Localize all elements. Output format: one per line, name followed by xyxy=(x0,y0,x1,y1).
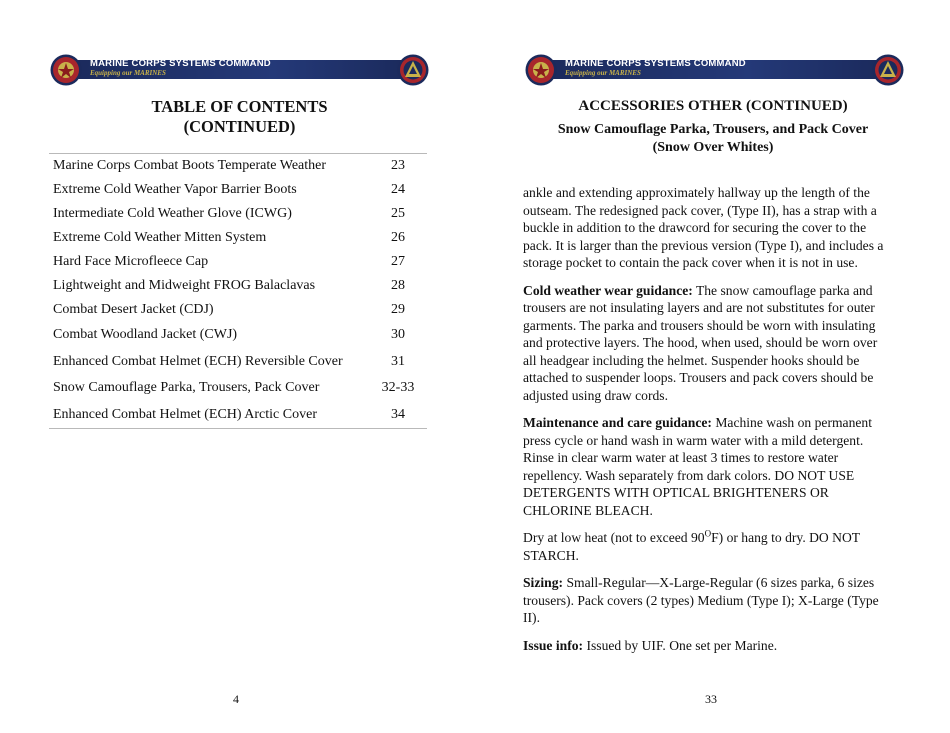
banner-subtitle: Equipping our MARINES xyxy=(565,69,641,77)
page-number: 33 xyxy=(705,692,717,706)
toc-title-line2: (CONTINUED) xyxy=(183,117,296,136)
systems-command-seal-icon xyxy=(872,54,904,86)
right-page xyxy=(475,0,950,733)
toc-entry-page: 34 xyxy=(391,406,405,422)
toc-entry-label: Snow Camouflage Parka, Trousers, Pack Cover xyxy=(53,380,320,396)
toc-entry-label: Extreme Cold Weather Mitten System xyxy=(53,230,267,245)
toc-entry-page: 31 xyxy=(391,353,405,369)
toc-entry-label: Extreme Cold Weather Vapor Barrier Boots xyxy=(53,182,297,197)
toc-row[interactable] xyxy=(49,274,427,298)
header-banner xyxy=(44,54,435,85)
toc-entry-page: 23 xyxy=(391,158,405,173)
toc-entry-page: 29 xyxy=(391,302,405,317)
toc-entry-page: 32-33 xyxy=(381,380,415,396)
header-banner xyxy=(519,54,910,85)
toc-row[interactable] xyxy=(49,402,427,429)
toc-row[interactable] xyxy=(49,298,427,322)
toc-entry-page: 26 xyxy=(391,230,405,245)
section-title: ACCESSORIES OTHER (CONTINUED) xyxy=(578,98,848,114)
toc-row[interactable] xyxy=(49,349,427,376)
cold-weather-label: Cold weather wear guidance: xyxy=(523,282,693,298)
toc-entry-label: Enhanced Combat Helmet (ECH) Arctic Cover xyxy=(53,406,317,422)
maintenance-paragraph xyxy=(523,414,893,519)
drying-paragraph xyxy=(523,529,893,564)
sizing-label: Sizing: xyxy=(523,575,564,590)
toc-title-line1: TABLE OF CONTENTS xyxy=(151,97,328,116)
toc-entry-page: 30 xyxy=(391,327,405,343)
toc-row[interactable] xyxy=(49,178,427,202)
toc-entry-label: Marine Corps Combat Boots Temperate Weather xyxy=(53,158,327,173)
maintenance-text: Machine wash on permanent press cycle or hand wash in warm water with a mild detergent. Rinse in clear warm water at least 3 times to restore water repellency. Wash separately from dark colors. DO NOT USE DETERGENTS WITH OPTICAL BRIGHTENERS OR CHLORINE BLEACH. xyxy=(523,415,872,518)
page-number: 4 xyxy=(233,692,239,706)
issue-text: Issued by UIF. One set per Marine. xyxy=(586,637,778,653)
toc-entry-page: 25 xyxy=(391,206,405,221)
drying-text-end: F) or hang to dry. DO NOT STARCH. xyxy=(523,530,860,563)
cold-weather-paragraph xyxy=(523,282,893,405)
toc-entry-label: Combat Woodland Jacket (CWJ) xyxy=(53,327,238,343)
toc-entry-label: Intermediate Cold Weather Glove (ICWG) xyxy=(53,206,292,221)
toc-title xyxy=(44,97,435,137)
issue-label: Issue info: xyxy=(523,637,584,653)
toc-entry-label: Hard Face Microfleece Cap xyxy=(53,254,209,269)
banner-title: MARINE CORPS SYSTEMS COMMAND xyxy=(565,58,746,69)
subtitle-line2: (Snow Over Whites) xyxy=(652,140,774,155)
banner-title: MARINE CORPS SYSTEMS COMMAND xyxy=(90,58,271,69)
toc-entry-page: 27 xyxy=(391,254,405,269)
toc-row[interactable] xyxy=(49,375,427,402)
sizing-paragraph xyxy=(523,574,893,627)
body-text xyxy=(523,184,893,664)
toc-entry-page: 28 xyxy=(391,278,405,293)
toc-entry-page: 24 xyxy=(391,182,405,197)
maintenance-label: Maintenance and care guidance: xyxy=(523,415,712,430)
toc-row[interactable] xyxy=(49,250,427,274)
degree-superscript: O xyxy=(704,528,712,539)
subtitle-line1: Snow Camouflage Parka, Trousers, and Pack Cover xyxy=(557,122,869,137)
toc-entry-label: Enhanced Combat Helmet (ECH) Reversible Cover xyxy=(53,353,343,369)
usmc-emblem-icon xyxy=(50,54,82,86)
toc-row[interactable] xyxy=(49,154,427,179)
toc-row[interactable] xyxy=(49,202,427,226)
section-subtitle xyxy=(519,121,907,157)
systems-command-seal-icon xyxy=(397,54,429,86)
cold-weather-text: The snow camouflage parka and trousers are not insulating layers and are not substitutes for outer garments. The parka and trousers should be worn with insulating and protective layers. The hood, when used, should be worn over all headgear including the helmet. Suspender hooks should be attached to suspender loops. Trousers and pack covers should be adjusted using draw cords. xyxy=(523,282,878,403)
usmc-emblem-icon xyxy=(525,54,557,86)
intro-paragraph: ankle and extending approximately hallway up the length of the outseam. The redesigned pack cover, (Type II), has a strap with a buckle in addition to the drawcord for securing the cover to the pack. It is larger than the previous version (Type I), and includes a storage pocket to contain the pack cover when it is not in use. xyxy=(523,185,884,270)
toc-row[interactable] xyxy=(49,322,427,349)
issue-paragraph xyxy=(523,637,893,655)
drying-text-start: Dry at low heat (not to exceed 90 xyxy=(523,530,705,545)
toc-table xyxy=(49,153,427,429)
toc-row[interactable] xyxy=(49,226,427,250)
toc-entry-label: Combat Desert Jacket (CDJ) xyxy=(53,302,214,317)
banner-subtitle: Equipping our MARINES xyxy=(90,69,166,77)
toc-entry-label: Lightweight and Midweight FROG Balaclavas xyxy=(53,278,316,293)
sizing-text: Small-Regular—X-Large-Regular (6 sizes parka, 6 sizes trousers). Pack covers (2 types) Medium (Type I); X-Large (Type II). xyxy=(523,575,879,625)
